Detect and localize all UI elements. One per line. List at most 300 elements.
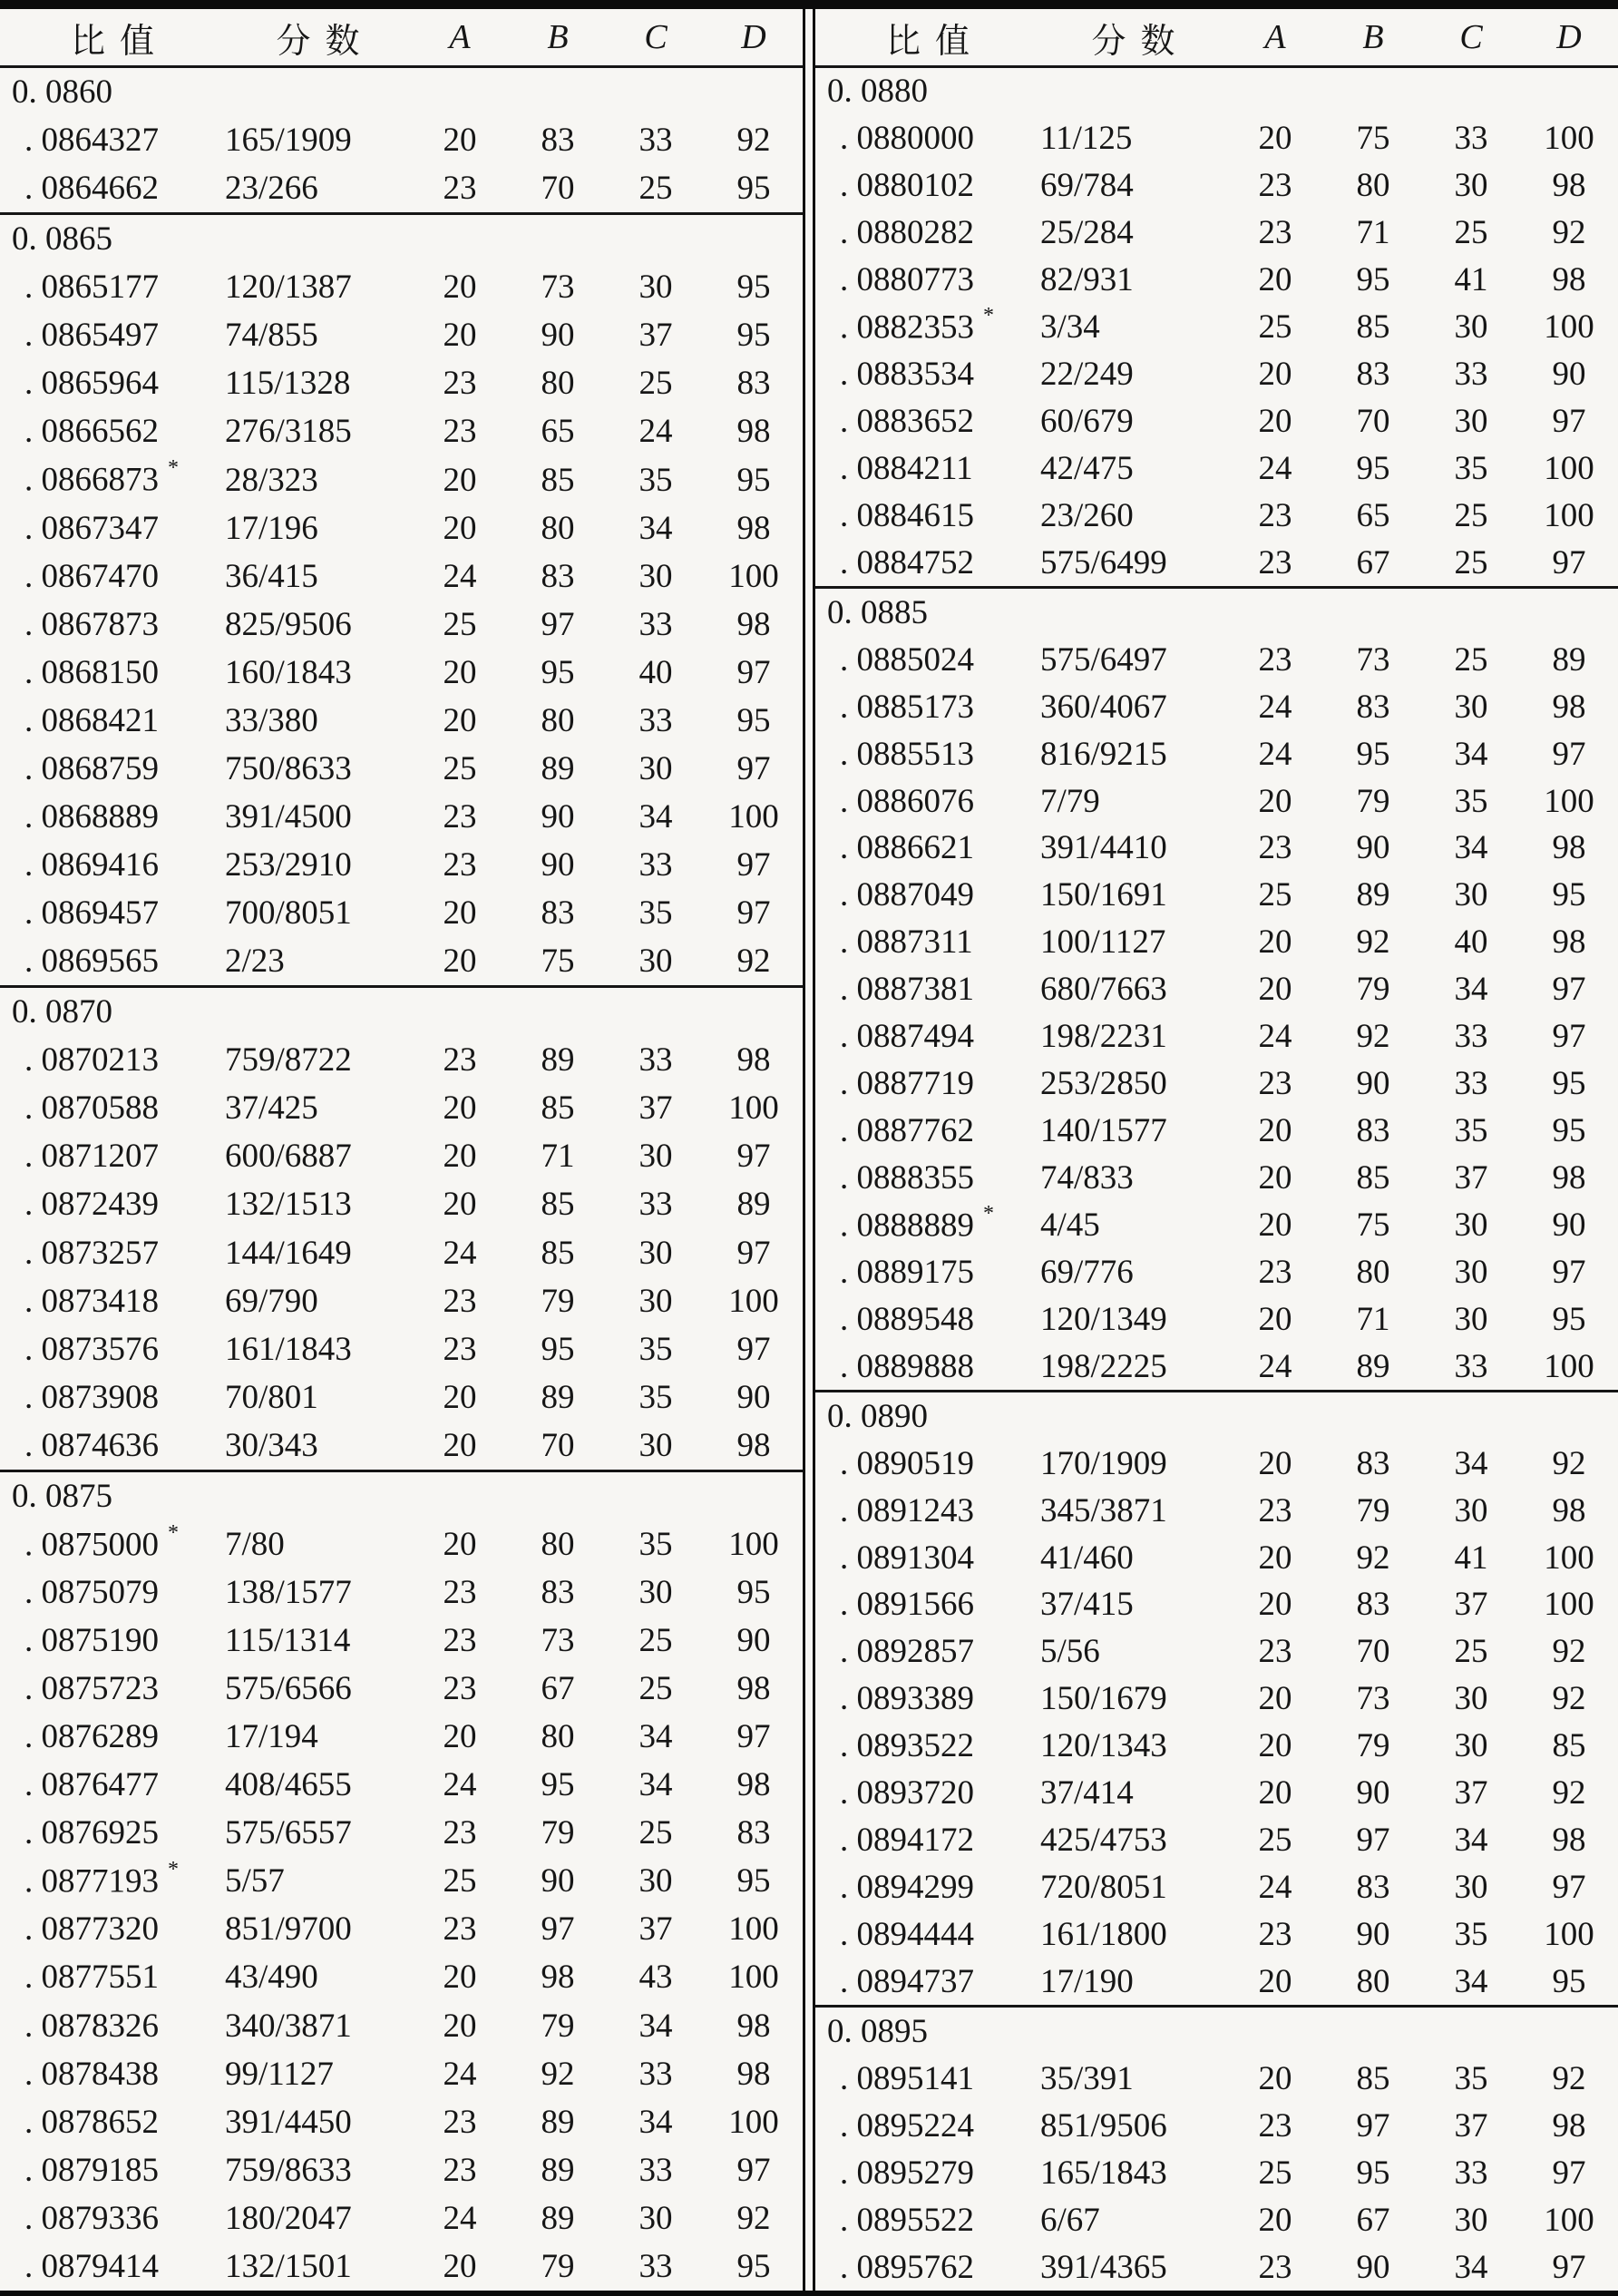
value-a: 20 (1258, 2059, 1292, 2097)
table-row (815, 1013, 1618, 1060)
value-b: 90 (541, 797, 575, 835)
table-row (815, 1959, 1618, 2006)
value-a: 20 (443, 1718, 477, 1756)
table-row (815, 636, 1618, 683)
asterisk-mark: * (983, 303, 994, 327)
value-c: 37 (638, 1089, 673, 1128)
value-d: 98 (1552, 167, 1586, 205)
table-row (0, 1325, 803, 1373)
fraction-value: 69/776 (1040, 1253, 1134, 1291)
ratio-cell (0, 1041, 225, 1080)
ratio-cell (0, 268, 225, 307)
ratio-value: . 0884752 (840, 543, 974, 581)
table-row (0, 116, 803, 164)
value-a: 20 (1258, 120, 1292, 158)
ratio-cell (815, 449, 1040, 488)
value-a: 23 (443, 2151, 477, 2189)
value-a: 24 (1258, 449, 1292, 487)
value-d: 97 (1552, 1253, 1586, 1291)
section-header-row (815, 68, 1618, 115)
fraction-value: 680/7663 (1040, 971, 1167, 1009)
table-row (0, 1857, 803, 1905)
value-a: 23 (443, 797, 477, 835)
table-row (815, 1202, 1618, 1249)
column-divider (803, 9, 815, 2291)
value-c: 34 (638, 1766, 673, 1804)
value-b: 85 (541, 1089, 575, 1128)
value-a: 23 (1258, 2248, 1292, 2286)
value-d: 97 (1552, 1869, 1586, 1907)
value-d: 98 (1552, 2106, 1586, 2145)
ratio-cell (0, 749, 225, 788)
value-c: 34 (1454, 1444, 1488, 1482)
table-row (815, 304, 1618, 351)
value-a: 23 (1258, 1916, 1292, 1954)
value-b: 80 (541, 509, 575, 547)
value-b: 92 (1356, 923, 1390, 962)
table-row (815, 730, 1618, 777)
ratio-cell (815, 1444, 1040, 1483)
fraction-value: 17/196 (225, 509, 318, 547)
value-c: 35 (638, 461, 673, 499)
value-d: 98 (736, 1426, 771, 1464)
value-d: 90 (1552, 356, 1586, 394)
ratio-cell (0, 1282, 225, 1321)
table-row (0, 2002, 803, 2050)
value-b: 80 (541, 701, 575, 739)
value-b: 83 (541, 894, 575, 933)
value-d: 92 (736, 943, 771, 981)
ratio-cell (0, 1137, 225, 1176)
fraction-value: 28/323 (225, 461, 318, 499)
value-b: 83 (1356, 356, 1390, 394)
table-row (815, 872, 1618, 919)
value-d: 95 (1552, 876, 1586, 914)
ratio-value: . 0894172 (840, 1822, 974, 1860)
table-row (815, 539, 1618, 586)
value-c: 41 (1454, 261, 1488, 299)
table-row (815, 492, 1618, 539)
ratio-value: . 0870213 (24, 1041, 159, 1080)
table-row (815, 1770, 1618, 1817)
value-c: 30 (1454, 876, 1488, 914)
value-b: 73 (541, 1622, 575, 1660)
ratio-value: . 0887381 (840, 971, 974, 1009)
table-row (815, 1248, 1618, 1295)
value-b: 89 (541, 2199, 575, 2237)
fraction-value: 132/1501 (225, 2247, 352, 2285)
value-c: 25 (638, 1622, 673, 1660)
section-label: 0. 0865 (12, 220, 112, 259)
column-header-fraction: 分数 (1091, 22, 1190, 61)
ratio-cell (815, 640, 1040, 679)
value-c: 30 (1454, 1680, 1488, 1718)
ratio-cell (815, 923, 1040, 962)
fraction-value: 759/8633 (225, 2151, 352, 2189)
ratio-cell (0, 1185, 225, 1224)
ratio-value: . 0869457 (24, 894, 159, 933)
value-d: 92 (736, 2199, 771, 2237)
value-a: 23 (1258, 543, 1292, 581)
value-d: 92 (1552, 1633, 1586, 1671)
value-c: 30 (638, 1573, 673, 1611)
value-c: 25 (638, 1814, 673, 1852)
ratio-value: . 0894737 (840, 1962, 974, 2000)
fraction-value: 132/1513 (225, 1186, 352, 1224)
ratio-value: . 0891304 (840, 1539, 974, 1577)
fraction-value: 140/1577 (1040, 1112, 1167, 1150)
value-d: 100 (1544, 496, 1594, 534)
fraction-value: 120/1349 (1040, 1300, 1167, 1338)
value-b: 73 (1356, 1680, 1390, 1718)
ratio-value: . 0879414 (24, 2247, 159, 2285)
fraction-value: 82/931 (1040, 261, 1134, 299)
table-row (815, 210, 1618, 257)
value-a: 20 (1258, 1112, 1292, 1150)
value-c: 24 (638, 413, 673, 451)
value-b: 97 (1356, 2106, 1390, 2145)
value-c: 40 (1454, 923, 1488, 962)
value-d: 98 (736, 605, 771, 643)
value-a: 24 (443, 1766, 477, 1804)
value-b: 95 (1356, 449, 1390, 487)
ratio-cell (815, 970, 1040, 1009)
table-row (815, 1864, 1618, 1911)
fraction-value: 150/1679 (1040, 1680, 1167, 1718)
value-b: 70 (1356, 1633, 1390, 1671)
value-a: 23 (443, 365, 477, 403)
ratio-value: . 0873576 (24, 1330, 159, 1368)
table-row (815, 1817, 1618, 1864)
table-row (0, 504, 803, 552)
value-b: 98 (541, 1959, 575, 1997)
value-b: 89 (541, 1041, 575, 1080)
table-row (815, 1440, 1618, 1487)
value-d: 100 (1544, 2201, 1594, 2239)
ratio-cell (815, 1726, 1040, 1765)
table-row (0, 2194, 803, 2242)
value-c: 33 (1454, 356, 1488, 394)
ratio-value: . 0870588 (24, 1089, 159, 1128)
value-b: 95 (541, 1766, 575, 1804)
table-header-left (0, 9, 803, 68)
ratio-value: . 0886076 (840, 782, 974, 820)
fraction-value: 391/4450 (225, 2103, 352, 2141)
value-a: 20 (443, 1378, 477, 1416)
ratio-cell (815, 782, 1040, 821)
ratio-cell (815, 1679, 1040, 1718)
value-c: 34 (1454, 735, 1488, 773)
ratio-value: . 0887762 (840, 1112, 974, 1150)
value-d: 100 (728, 797, 779, 835)
value-d: 98 (736, 1041, 771, 1080)
ratio-value: . 0876289 (24, 1718, 159, 1756)
table-row (0, 697, 803, 745)
value-d: 83 (736, 1814, 771, 1852)
value-d: 90 (736, 1622, 771, 1660)
ratio-value: . 0877193 (24, 1862, 159, 1900)
table-row (0, 889, 803, 937)
value-a: 20 (443, 1089, 477, 1128)
fraction-value: 7/79 (1040, 782, 1100, 820)
value-d: 98 (736, 1766, 771, 1804)
value-c: 30 (638, 1862, 673, 1900)
value-c: 35 (638, 1525, 673, 1563)
value-d: 89 (736, 1186, 771, 1224)
ratio-value: . 0871207 (24, 1138, 159, 1176)
ratio-value: . 0866562 (24, 413, 159, 451)
value-a: 23 (1258, 640, 1292, 679)
value-b: 95 (1356, 2154, 1390, 2192)
ratio-cell (0, 1573, 225, 1612)
ratio-cell (815, 1064, 1040, 1103)
fraction-value: 23/260 (1040, 496, 1134, 534)
fraction-value: 750/8633 (225, 749, 352, 787)
value-b: 85 (541, 461, 575, 499)
value-c: 30 (638, 1282, 673, 1320)
ratio-cell (0, 1765, 225, 1804)
value-b: 83 (541, 122, 575, 160)
ratio-cell (0, 169, 225, 208)
fraction-value: 37/414 (1040, 1774, 1134, 1812)
table-row (815, 351, 1618, 398)
value-c: 33 (638, 605, 673, 643)
value-a: 24 (1258, 688, 1292, 726)
section-label: 0. 0860 (12, 73, 112, 112)
value-b: 83 (1356, 1444, 1390, 1482)
ratio-cell (0, 509, 225, 548)
value-a: 20 (443, 2007, 477, 2045)
value-a: 23 (443, 1282, 477, 1320)
value-d: 92 (1552, 1774, 1586, 1812)
ratio-cell (815, 828, 1040, 867)
ratio-cell (815, 1158, 1040, 1197)
value-b: 89 (541, 749, 575, 787)
ratio-value: . 0873418 (24, 1282, 159, 1320)
value-a: 20 (1258, 1539, 1292, 1577)
value-d: 97 (1552, 543, 1586, 581)
table-row (815, 1155, 1618, 1202)
ratio-cell (815, 688, 1040, 727)
value-b: 92 (1356, 1018, 1390, 1056)
fraction-value: 115/1314 (225, 1622, 351, 1660)
value-c: 33 (1454, 120, 1488, 158)
ratio-value: . 0886621 (840, 829, 974, 867)
fraction-value: 575/6566 (225, 1670, 352, 1708)
ratio-cell (0, 797, 225, 836)
ratio-cell (0, 412, 225, 451)
fraction-value: 340/3871 (225, 2007, 352, 2045)
value-a: 20 (443, 943, 477, 981)
value-a: 20 (443, 317, 477, 355)
value-c: 30 (638, 1234, 673, 1272)
value-c: 37 (1454, 2106, 1488, 2145)
ratio-value: . 0864662 (24, 170, 159, 208)
ratio-value: . 0868759 (24, 749, 159, 787)
value-b: 75 (541, 943, 575, 981)
fraction-value: 4/45 (1040, 1206, 1100, 1244)
section-label: 0. 0875 (12, 1477, 112, 1515)
table-row (0, 937, 803, 985)
ratio-cell (815, 1773, 1040, 1812)
ratio-value: . 0877551 (24, 1959, 159, 1997)
value-c: 34 (638, 2103, 673, 2141)
ratio-cell (0, 1520, 225, 1564)
ratio-value: . 0879336 (24, 2199, 159, 2237)
table-header-right (815, 9, 1618, 68)
value-d: 100 (1544, 1347, 1594, 1385)
table-row (0, 1520, 803, 1568)
value-d: 83 (736, 365, 771, 403)
value-c: 33 (638, 1186, 673, 1224)
value-d: 92 (1552, 1444, 1586, 1482)
value-a: 20 (443, 1138, 477, 1176)
ratio-cell (815, 2154, 1040, 2193)
fraction-value: 160/1843 (225, 653, 352, 691)
fraction-value: 165/1843 (1040, 2154, 1167, 2192)
ratio-cell (815, 496, 1040, 535)
value-d: 97 (1552, 1018, 1586, 1056)
value-b: 90 (1356, 1774, 1390, 1812)
value-d: 100 (728, 557, 779, 595)
value-c: 35 (1454, 449, 1488, 487)
ratio-value: . 0887494 (840, 1018, 974, 1056)
fraction-value: 2/23 (225, 943, 285, 981)
ratio-cell (0, 2055, 225, 2094)
value-d: 100 (728, 1959, 779, 1997)
fraction-value: 11/125 (1040, 120, 1133, 158)
value-d: 97 (736, 2151, 771, 2189)
ratio-value: . 0884211 (840, 449, 973, 487)
table-row (815, 162, 1618, 210)
value-a: 25 (443, 1862, 477, 1900)
fraction-value: 115/1328 (225, 365, 351, 403)
value-c: 30 (1454, 1727, 1488, 1765)
value-c: 35 (638, 894, 673, 933)
column-header-d: D (1556, 18, 1582, 56)
value-c: 30 (1454, 1869, 1488, 1907)
table-row (0, 2050, 803, 2098)
asterisk-mark: * (168, 1858, 179, 1882)
fraction-value: 720/8051 (1040, 1869, 1167, 1907)
table-row (0, 1277, 803, 1325)
value-d: 97 (736, 1330, 771, 1368)
fraction-value: 99/1127 (225, 2055, 334, 2093)
ratio-cell (0, 2103, 225, 2142)
value-b: 89 (541, 1378, 575, 1416)
ratio-cell (0, 1717, 225, 1756)
ratio-cell (815, 1201, 1040, 1245)
value-b: 90 (541, 1862, 575, 1900)
value-c: 33 (638, 122, 673, 160)
value-b: 79 (541, 1282, 575, 1320)
value-d: 100 (1544, 1539, 1594, 1577)
value-a: 25 (1258, 876, 1292, 914)
ratio-cell (0, 1621, 225, 1660)
value-a: 24 (443, 557, 477, 595)
ratio-cell (815, 260, 1040, 299)
ratio-value: . 0895279 (840, 2154, 974, 2192)
value-a: 23 (1258, 167, 1292, 205)
value-c: 33 (1454, 1347, 1488, 1385)
table-row (815, 445, 1618, 493)
value-a: 20 (443, 1426, 477, 1464)
value-c: 30 (1454, 403, 1488, 441)
ratio-value: . 0885513 (840, 735, 974, 773)
value-b: 79 (541, 2007, 575, 2045)
ratio-value: . 0895762 (840, 2248, 974, 2286)
value-d: 95 (1552, 1112, 1586, 1150)
table-row (815, 919, 1618, 966)
value-c: 30 (1454, 688, 1488, 726)
value-c: 37 (638, 1910, 673, 1949)
value-a: 23 (1258, 214, 1292, 252)
table-row (815, 115, 1618, 162)
value-a: 20 (443, 1959, 477, 1997)
value-c: 30 (638, 269, 673, 307)
ratio-value: . 0882353 (840, 308, 974, 347)
ratio-value: . 0890519 (840, 1444, 974, 1482)
table-row (0, 1084, 803, 1132)
value-a: 20 (443, 2247, 477, 2285)
ratio-value: . 0887311 (840, 923, 973, 962)
value-a: 20 (1258, 782, 1292, 820)
value-d: 97 (736, 1234, 771, 1272)
value-d: 98 (1552, 923, 1586, 962)
value-b: 83 (1356, 688, 1390, 726)
column-header-ratio: 比值 (71, 22, 169, 61)
value-a: 20 (443, 461, 477, 499)
ratio-value: . 0887049 (840, 876, 974, 914)
ratio-value: . 0895522 (840, 2201, 974, 2239)
ratio-value: . 0895141 (840, 2059, 974, 2097)
table-row (0, 1180, 803, 1228)
ratio-cell (0, 1378, 225, 1417)
ratio-value: . 0875723 (24, 1670, 159, 1708)
value-a: 23 (443, 1814, 477, 1852)
value-a: 20 (1258, 1206, 1292, 1244)
ratio-cell (0, 1426, 225, 1465)
fraction-value: 17/190 (1040, 1962, 1134, 2000)
value-d: 98 (1552, 1491, 1586, 1529)
fraction-value: 69/784 (1040, 167, 1134, 205)
fraction-value: 74/833 (1040, 1159, 1134, 1197)
value-a: 20 (443, 509, 477, 547)
ratio-cell (815, 1585, 1040, 1624)
ratio-cell (0, 942, 225, 981)
ratio-cell (0, 1910, 225, 1949)
value-d: 97 (1552, 2154, 1586, 2192)
section-header-row (0, 1470, 803, 1520)
table-row (0, 263, 803, 311)
value-c: 33 (638, 846, 673, 884)
value-d: 98 (1552, 261, 1586, 299)
ratio-value: . 0885173 (840, 688, 974, 726)
fraction-value: 37/425 (225, 1089, 318, 1128)
value-b: 65 (1356, 496, 1390, 534)
ratio-value: . 0875190 (24, 1622, 159, 1660)
value-d: 97 (1552, 403, 1586, 441)
value-c: 35 (1454, 782, 1488, 820)
value-b: 85 (1356, 2059, 1390, 2097)
value-d: 100 (728, 1525, 779, 1563)
value-d: 92 (736, 122, 771, 160)
value-a: 24 (1258, 735, 1292, 773)
value-a: 20 (1258, 261, 1292, 299)
value-a: 25 (1258, 308, 1292, 347)
fraction-value: 43/490 (225, 1959, 318, 1997)
value-c: 30 (1454, 1300, 1488, 1338)
